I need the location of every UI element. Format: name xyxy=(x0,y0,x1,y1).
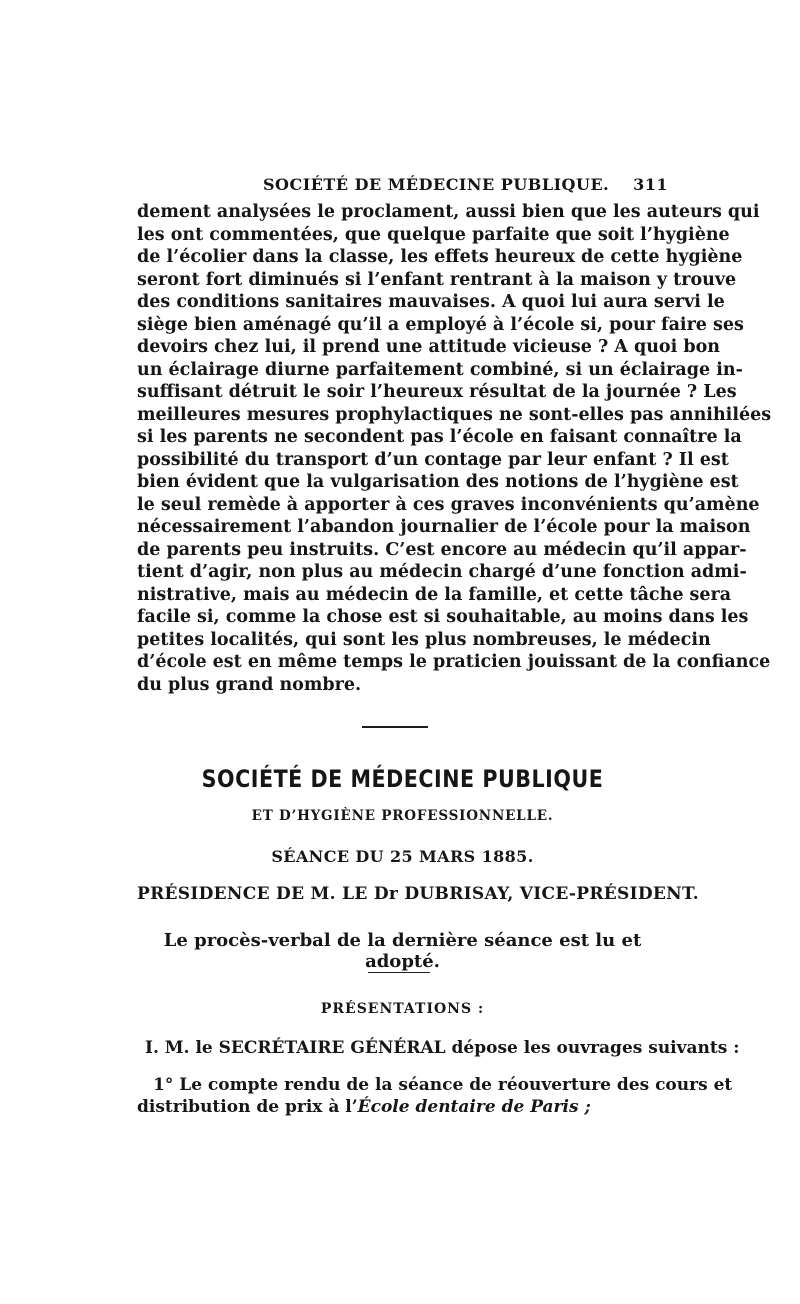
section-divider xyxy=(362,726,428,728)
body-line: si les parents ne secondent pas l’école en faisant connaître la xyxy=(137,427,742,447)
body-line: bien évident que la vulgarisation des notions de l’hygiène est xyxy=(137,472,739,492)
body-line: un éclairage diurne parfaitement combiné, si un éclairage in- xyxy=(137,359,743,380)
presentations-heading: PRÉSENTATIONS : xyxy=(320,1001,485,1017)
seance-date: SÉANCE DU 25 MARS 1885. xyxy=(271,847,534,866)
body-line: de parents peu instruits. C’est encore au médecin qu’il appar- xyxy=(137,539,747,560)
body-paragraph xyxy=(137,201,772,696)
body-line: meilleures mesures prophylactiques ne sont-elles pas annihilées xyxy=(137,404,772,425)
item-two-italic: École dentaire de Paris ; xyxy=(357,1097,591,1117)
section-subheading: ET D’HYGIÈNE PROFESSIONNELLE. xyxy=(251,808,554,824)
body-line: le seul remède à apporter à ces graves inconvénients qu’amène xyxy=(137,494,760,515)
running-head-title: SOCIÉTÉ DE MÉDECINE PUBLIQUE. xyxy=(263,175,610,194)
running-head xyxy=(137,175,668,197)
body-line: suffisant détruit le soir l’heureux résultat de la journée ? Les xyxy=(137,382,737,402)
body-line: nécessairement l’abandon journalier de l’école pour la maison xyxy=(137,517,751,537)
body-line: possibilité du transport d’un contage par leur enfant ? Il est xyxy=(137,449,729,470)
short-divider xyxy=(368,972,430,973)
body-line: du plus grand nombre. xyxy=(137,674,362,695)
body-line: des conditions sanitaires mauvaises. A quoi lui aura servi le xyxy=(137,292,725,312)
proces-verbal-line: Le procès-verbal de la dernière séance est lu et adopté. xyxy=(163,930,642,972)
body-line: dement analysées le proclament, aussi bien que les auteurs qui xyxy=(137,202,760,222)
item-one: I. M. le SECRÉTAIRE GÉNÉRAL dépose les ouvrages suivants : xyxy=(145,1038,740,1058)
presidence-line: PRÉSIDENCE DE M. LE Dr DUBRISAY, VICE-PRÉSIDENT. xyxy=(137,884,699,904)
page-number: 311 xyxy=(633,175,668,194)
body-line: facile si, comme la chose est si souhaitable, au moins dans les xyxy=(137,607,749,627)
body-line: les ont commentées, que quelque parfaite que soit l’hygiène xyxy=(137,224,730,245)
body-line: nistrative, mais au médecin de la famille, et cette tâche sera xyxy=(137,584,732,605)
body-line: seront fort diminués si l’enfant rentrant à la maison y trouve xyxy=(137,269,737,290)
body-line: devoirs chez lui, il prend une attitude vicieuse ? A quoi bon xyxy=(137,337,720,357)
body-line: de l’écolier dans la classe, les effets heureux de cette hygiène xyxy=(137,247,743,267)
body-line: tient d’agir, non plus au médecin chargé d’une fonction admi- xyxy=(137,562,747,582)
item-two-line-1: 1° Le compte rendu de la séance de réouverture des cours et xyxy=(153,1075,733,1095)
item-two-line-2 xyxy=(137,1096,668,1118)
body-line: petites localités, qui sont les plus nombreuses, le médecin xyxy=(137,629,711,650)
body-line: d’école est en même temps le praticien jouissant de la confiance xyxy=(137,652,771,672)
body-line: siège bien aménagé qu’il a employé à l’école si, pour faire ses xyxy=(137,314,744,335)
item-two xyxy=(137,1074,733,1118)
item-two-prefix: distribution de prix à l’ xyxy=(137,1097,358,1117)
section-heading: SOCIÉTÉ DE MÉDECINE PUBLIQUE xyxy=(201,765,604,793)
